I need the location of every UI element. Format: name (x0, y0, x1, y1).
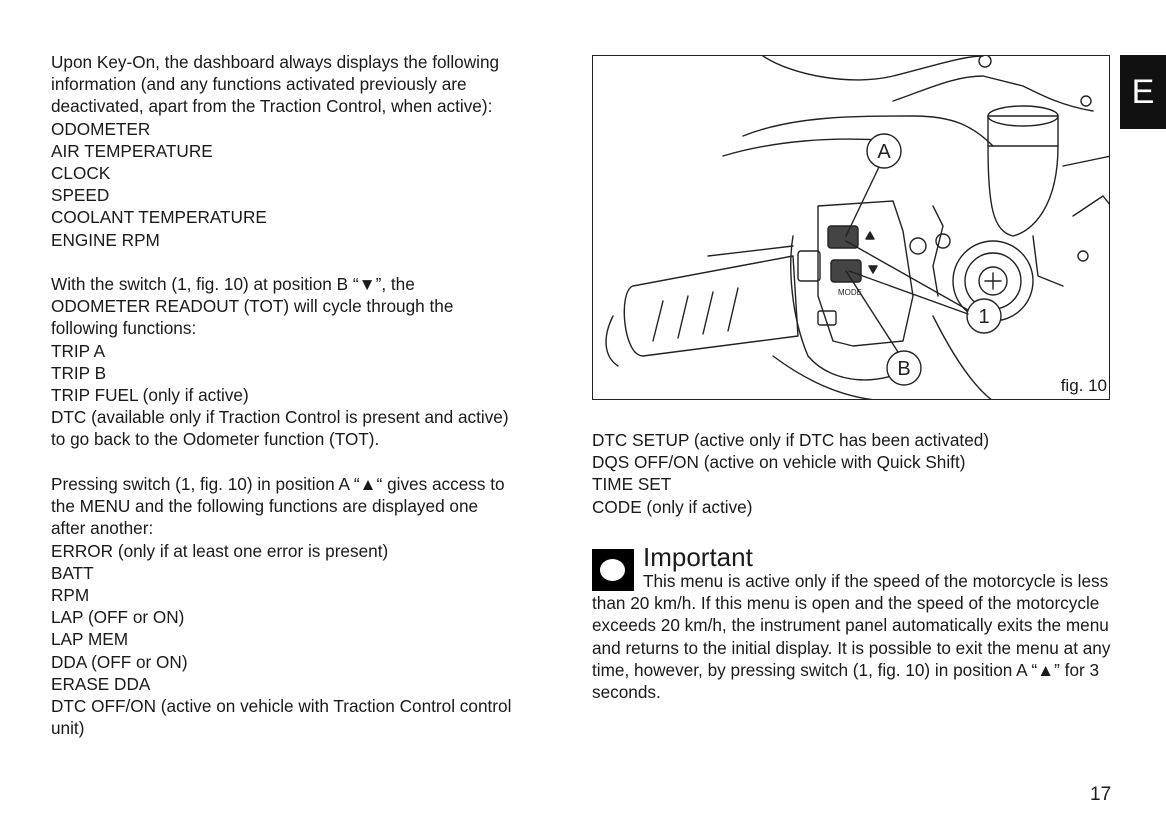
page-number: 17 (1090, 784, 1112, 805)
switch-a-paragraph: Pressing switch (1, fig. 10) in position A “▲“ gives access to the MENU and the following functions are displayed one after another: ERROR (only if at least one error is present) BATT RPM LAP (OFF or ON) LAP MEM DDA (OFF or ON) ERASE DDA DTC OFF/ON (active on vehicle with Traction Control control unit) (51, 474, 512, 739)
menu-list-continued: DTC SETUP (active only if DTC has been activated) DQS OFF/ON (active on vehicle with Quick Shift) TIME SET CODE (only if active) (592, 430, 990, 517)
handlebar-switch-figure (592, 55, 1110, 400)
handlebar-illustration (593, 56, 1110, 400)
important-body: This menu is active only if the speed of the motorcycle is less than 20 km/h. If this menu is open and the speed of the motorcycle exceeds 20 km/h, the instrument panel automatically exits the menu and returns to the initial display. It is possible to exit the menu at any time, however, by pressing switch (1, fig. 10) in position A “▲” for 3 seconds. (592, 571, 1111, 703)
mode-label: MODE (838, 288, 862, 297)
callout-1: 1 (978, 306, 990, 328)
switch-b-paragraph: With the switch (1, fig. 10) at position B “▼”, the ODOMETER READOUT (TOT) will cycle through the following functions: TRIP A TRIP B TRIP FUEL (only if active) DTC (available only if Traction Control is present and active) to go back to the Odometer function (TOT). (51, 274, 509, 450)
intro-paragraph: Upon Key-On, the dashboard always displays the following information (and any functions activated previously are deactivated, apart from the Traction Control, when active): ODOMETER AIR TEMPERATURE CLOCK SPEED COOLANT TEMPERATURE ENGINE RPM (51, 52, 500, 250)
important-title: Important (643, 542, 753, 572)
section-tab: E (1120, 55, 1166, 129)
callout-b: B (897, 358, 911, 380)
figure-caption: fig. 10 (1060, 376, 1107, 395)
callout-a: A (877, 141, 891, 163)
